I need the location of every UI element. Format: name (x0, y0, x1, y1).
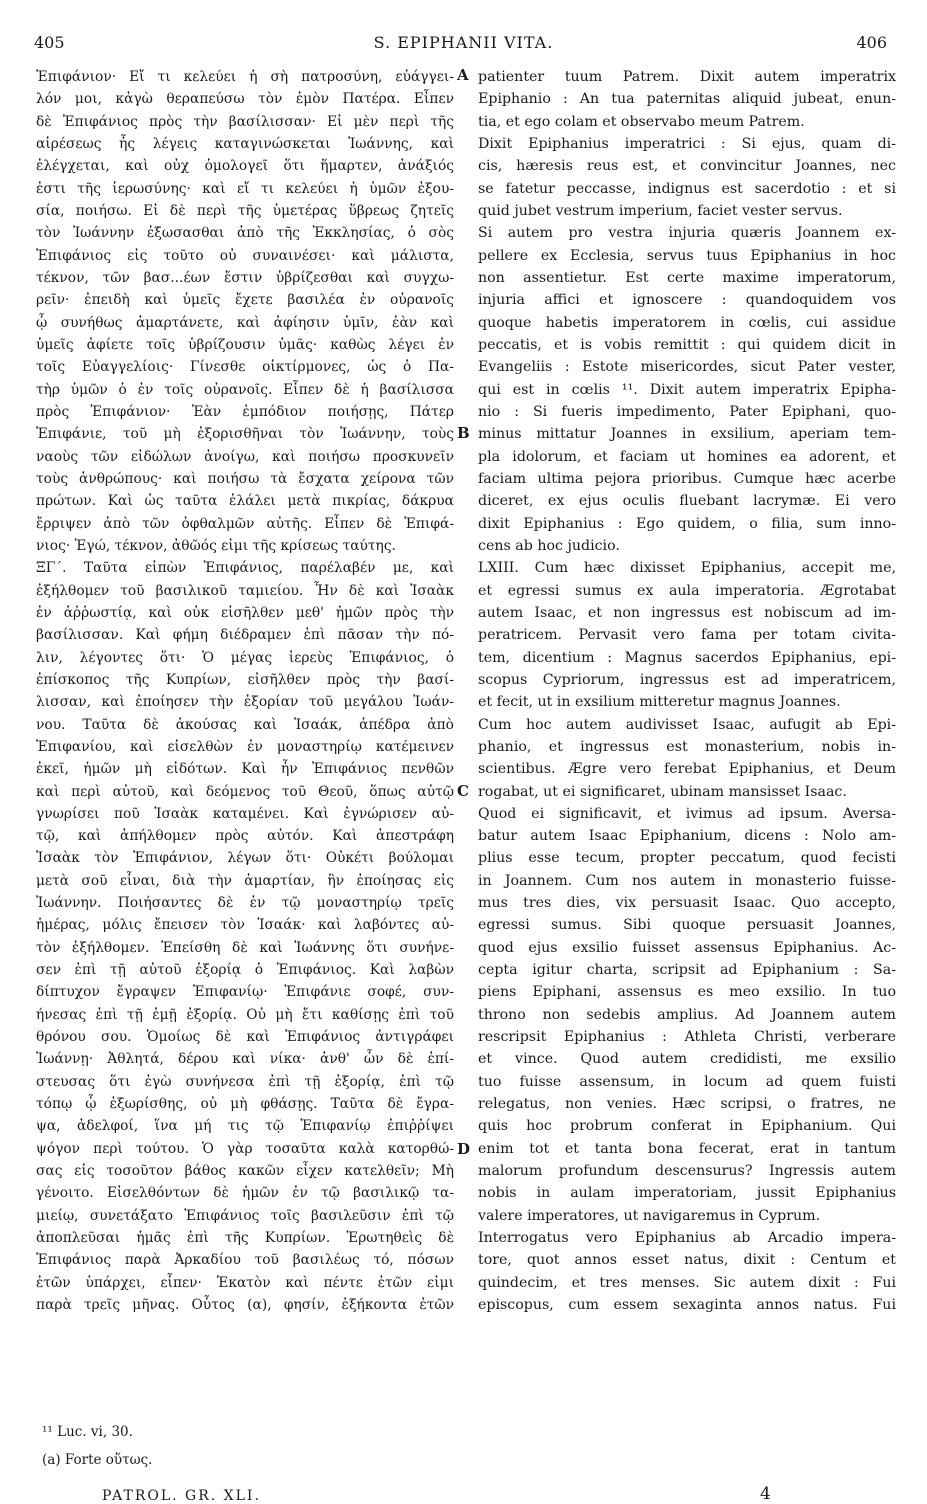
greek-text-line: Ἐπιφανίου, καὶ εἰσελθὼν ἐν μοναστηρίῳ κατέμεινεν (36, 738, 454, 755)
latin-text-line: qui est in cœlis ¹¹. Dixit autem imperatrix Epipha- (478, 381, 896, 398)
latin-text-line: rescripsit Epiphanius : Athleta Christi, verberare (478, 1029, 896, 1046)
latin-text-line: rogabat, ut ei significaret, ubinam mansisset Isaac. (478, 783, 847, 800)
latin-text-line: Evangeliis : Estote misericordes, sicut Pater vester, (478, 359, 896, 376)
page-number-left: 405 (34, 33, 65, 52)
latin-text-line: Epiphanio : An tua paternitas aliquid jubeat, enun- (478, 91, 896, 108)
latin-text-line: peratricem. Pervasit vero fama per totam civita- (478, 627, 896, 644)
latin-text-line: Si autem pro vestra injuria quæris Joannem ex- (478, 225, 896, 242)
latin-text-line: minus mittatur Joannes in exsilium, aperiam tem- (478, 426, 896, 443)
page-number-right: 406 (856, 33, 887, 52)
greek-text-line: ΞΓ΄. Ταῦτα εἰπὼν Ἐπιφάνιος, παρέλαβέν με, καὶ (36, 560, 454, 577)
greek-text-line: βασίλισσαν. Καὶ φήμη διέδραμεν ἐπὶ πᾶσαν τὴν πό- (36, 627, 454, 644)
latin-text-line: se fatetur peccasse, indignus est sacerdotio : et si (478, 180, 896, 197)
latin-text-line: tem, dicentium : Magnus sacerdos Epiphanius, epi- (478, 649, 896, 666)
margin-marker-a: A (457, 66, 469, 84)
greek-text-line: παρὰ τρεῖς μῆνας. Οὗτος (α), φησίν, ἑξήκοντα ἐτῶν (36, 1297, 454, 1314)
greek-text-line: ναοὺς τῶν εἰδώλων ἀνοίγω, καὶ ποιήσω προσκυνεῖν (36, 448, 454, 465)
latin-text-line: cepta igitur charta, scripsit ad Epiphanium : Sa- (478, 962, 896, 979)
latin-text-line: LXIII. Cum hæc dixisset Epiphanius, accepit me, (478, 560, 896, 577)
greek-text-line: τέκνον, τῶν βασ...έων ἔστιν ὑβρίζεσθαι καὶ συγχω- (36, 269, 454, 286)
margin-marker-b: B (457, 424, 470, 442)
latin-text-line: valere imperatores, ut navigaremus in Cyprum. (478, 1207, 821, 1224)
greek-text-line: λόν μοι, κἀγὼ θεραπεύσω τὸν ἐμὸν Πατέρα. Εἶπεν (36, 91, 454, 108)
greek-text-line: γένοιτο. Εἰσελθόντων δὲ ἡμῶν ἐν τῷ βασιλικῷ τα- (36, 1185, 454, 1202)
latin-text-line: et egressi sumus ex aula imperatoria. Ægrotabat (478, 582, 896, 599)
latin-text-line: egressi sumus. Sibi quoque persuasit Joannes, (478, 917, 896, 934)
greek-text-line: ἐστι τῆς ἱερωσύνης· καὶ εἴ τι κελεύει ἡ ὑμῶν ἐξου- (36, 180, 454, 197)
greek-text-line: τοὺς ἀνθρώπους· καὶ ποιήσω τὰ ἔσχατα χείρονα τῶν (36, 470, 454, 487)
latin-text-line: quis hoc probrum conferat in Epiphanium. Qui (478, 1118, 896, 1135)
latin-text-line: dixit Epiphanius : Ego quidem, o filia, sum inno- (478, 515, 896, 532)
greek-text-line: στευσας ὅτι ἐγὼ συνήνεσα ἐπὶ τῇ ἐξορίᾳ, ἐπὶ τῷ (36, 1073, 454, 1090)
greek-text-line: Ἰωάννῃ· Ἀθλητά, δέρου καὶ νίκα· ἀνθ' ὧν δὲ ἐπί- (36, 1051, 454, 1068)
latin-text-line: enim tot et tanta bona fecerat, erat in tantum (478, 1140, 896, 1157)
latin-text-line: peccatis, et is vobis remittit : qui quidem dicit in (478, 336, 896, 353)
margin-marker-c: C (457, 782, 469, 800)
latin-text-line: in Joannem. Cum nos autem in monasterio fuisse- (478, 872, 896, 889)
greek-text-line: μιείῳ, συνετάξατο Ἐπιφάνιος τοῖς βασιλεῦσιν ἐπὶ τῷ (36, 1207, 454, 1224)
latin-text-line: pellere ex Ecclesia, servus tuus Epiphanius in hoc (478, 247, 896, 264)
greek-text-column (36, 66, 454, 1316)
greek-text-line: τὴρ ὑμῶν ὁ ἐν τοῖς οὐρανοῖς. Εἶπεν δὲ ἡ βασίλισσα (36, 381, 454, 398)
latin-text-line: scientibus. Ægre vero ferebat Epiphanius, et Deum (478, 761, 896, 778)
latin-text-line: quod ejus exsilio fuisset assensus Epiphanius. Ac- (478, 939, 896, 956)
greek-text-line: τὸν Ἰωάννην ἐξωσασθαι ἀπὸ τῆς Ἐκκλησίας, ὁ σὸς (36, 225, 454, 242)
greek-text-line: ψόγον περὶ τούτου. Ὁ γὰρ τοσαῦτα καλὰ κατορθώ- (36, 1140, 454, 1157)
latin-text-line: et fecit, ut in exsilium mitteretur magnus Joannes. (478, 694, 841, 711)
running-header (0, 33, 927, 59)
greek-text-line: θρόνου σου. Ὁμοίως δὲ καὶ Ἐπιφάνιος ἀντιγράφει (36, 1029, 454, 1046)
latin-text-line: piens Epiphani, assensus es meo exsilio. In tuo (478, 984, 896, 1001)
margin-marker-d: D (457, 1140, 471, 1158)
latin-text-line: patienter tuum Patrem. Dixit autem imperatrix (478, 69, 896, 85)
greek-text-line: ήνεσας ἐπὶ τῇ ἐμῇ ἐξορίᾳ. Οὐ μὴ ἔτι καθίσῃς ἐπὶ τοῦ (36, 1006, 454, 1023)
latin-text-line: quindecim, et tres menses. Sic autem dixit : Fui (478, 1274, 896, 1291)
greek-text-line: λισσαν, καὶ ἐποίησεν τὴν ἐξορίαν τοῦ μεγάλου Ἰωάν- (36, 694, 454, 711)
latin-text-line: faciam ultima pejora prioribus. Cumque hæc acerbe (478, 470, 896, 487)
latin-text-line: plius esse tecum, propter peccatum, quod fecisti (478, 850, 896, 867)
greek-text-line: λιν, λέγοντες ὅτι· Ὁ μέγας ἱερεὺς Ἐπιφάνιος, ὁ (36, 649, 454, 666)
greek-text-line: ὑμεῖς ἀφίετε τοῖς ὑβρίζουσιν ὑμᾶς· καθὼς λέγει ἐν (36, 336, 454, 353)
greek-text-line: ἐλέγχεται, καὶ οὐχ ὁμολογεῖ ὅτι ἥμαρτεν, ἀνάξιός (36, 158, 454, 175)
greek-text-line: Ἐπιφάνιον· Εἴ τι κελεύει ἡ σὴ πατροσύνη, εὐάγγει- (36, 69, 454, 85)
greek-text-line: ἀποπλεῦσαι ἡμᾶς ἐπὶ τῆς Κυπρίων. Ἐρωτηθεὶς δὲ (36, 1230, 454, 1247)
latin-text-line: relegatus, non venies. Hæc scripsi, o fratres, ne (478, 1096, 896, 1113)
greek-text-line: σεν ἐπὶ τῇ αὐτοῦ ἐξορίᾳ ὁ Ἐπιφάνιος. Καὶ λαβὼν (36, 962, 454, 979)
greek-text-line: πρώτων. Καὶ ὡς ταῦτα ἐλάλει μετὰ πικρίας, δάκρυα (36, 493, 454, 510)
latin-text-line: nobis in aulam imperatoriam, jussit Epiphanius (478, 1185, 896, 1202)
greek-text-line: δὲ Ἐπιφάνιος πρὸς τὴν βασίλισσαν· Εἰ μὲν περὶ τῆς (36, 113, 454, 130)
greek-text-line: ἐξήλθομεν τοῦ βασιλικοῦ ταμιείου. Ἦν δὲ καὶ Ἰσαὰκ (36, 582, 454, 599)
greek-text-line: καὶ περὶ αὐτοῦ, καὶ δεόμενος τοῦ Θεοῦ, ὅπως αὐτῷ (36, 783, 454, 800)
greek-text-line: πρὸς Ἐπιφάνιον· Ἐὰν ἐμπόδιον ποιήσῃς, Πάτερ (36, 403, 454, 420)
latin-text-line: Interrogatus vero Epiphanius ab Arcadio impera- (478, 1230, 896, 1247)
greek-text-line: ἐπίσκοπος τῆς Κυπρίων, εἰσῆλθεν πρὸς τὴν βασί- (36, 671, 454, 688)
footnote-11: ¹¹ Luc. vi, 30. (42, 1424, 133, 1440)
latin-text-line: cis, hæresis reus est, et convincitur Joannes, nec (478, 158, 896, 175)
latin-text-line: Quod ei significavit, et ivimus ad ipsum. Aversa- (478, 805, 896, 822)
greek-text-line: τόπῳ ᾧ ἐξωρίσθης, οὐ μὴ φθάσῃς. Ταῦτα δὲ ἔγρα- (36, 1096, 454, 1113)
latin-text-line: scopus Cypriorum, ingressus est ad imperatricem, (478, 671, 896, 688)
greek-text-line: σας εἰς τοσοῦτον βάθος κακῶν εἶχεν κατελθεῖν; Μὴ (36, 1163, 454, 1180)
latin-text-line: phanio, et ingressus est monasterium, nobis in- (478, 738, 896, 755)
latin-text-line: throno non sedebis amplius. Ad Joannem autem (478, 1006, 896, 1023)
greek-text-line: ψα, ἀδελφοί, ἵνα μή τις τῷ Ἐπιφανίῳ ἐπιῤῥίψει (36, 1118, 454, 1135)
latin-text-line: tore, quot annos esset natus, dixit : Centum et (478, 1252, 896, 1269)
latin-text-line: tia, et ego colam et observabo meum Patrem. (478, 113, 805, 130)
running-title: S. EPIPHANII VITA. (373, 33, 554, 52)
footer-signature: PATROL. GR. XLI. (102, 1488, 261, 1504)
latin-text-line: non assentietur. Est certe maxime imperatorum, (478, 269, 896, 286)
greek-text-line: ἐκεῖ, ἡμῶν μὴ εἰδότων. Καὶ ἦν Ἐπιφάνιος πενθῶν (36, 761, 454, 778)
latin-text-line: nio : Si fueris impedimento, Pater Epiphani, quo- (478, 403, 896, 420)
latin-text-line: pla idolorum, et faciam ut homines ea adorent, et (478, 448, 896, 465)
greek-text-line: Ἰωάννην. Ποιήσαντες δὲ ἐν τῷ μοναστηρίῳ τρεῖς (36, 895, 454, 912)
greek-text-line: νιος· Ἐγώ, τέκνον, ἀθῶός εἰμι τῆς κρίσεως ταύτης. (36, 537, 396, 554)
latin-text-line: episcopus, cum essem sexaginta annos natus. Fui (478, 1297, 896, 1314)
footnote-a: (a) Forte οὕτως. (42, 1452, 153, 1468)
greek-text-line: σία, ποιήσω. Εἰ δὲ περὶ τῆς ὑμετέρας ὕβρεως ζητεῖς (36, 202, 454, 219)
latin-text-line: mus tres dies, vix persuasit Isaac. Quo accepto, (478, 895, 896, 912)
greek-text-line: τῷ, καὶ ἀπήλθομεν πρὸς αὐτόν. Καὶ ἀπεστράφη (36, 828, 454, 845)
latin-text-line: Cum hoc autem audivisset Isaac, aufugit ab Epi- (478, 716, 896, 733)
footer-quire-number: 4 (760, 1484, 771, 1504)
greek-text-line: τοῖς Εὐαγγελίοις· Γίνεσθε οἰκτίρμονες, ὡς ὁ Πα- (36, 359, 454, 376)
greek-text-line: Ἐπιφάνιε, τοῦ μὴ ἐξορισθῆναι τὸν Ἰωάννην, τοὺς (36, 426, 454, 443)
latin-text-line: cens ab hoc judicio. (478, 537, 620, 554)
latin-text-line: batur autem Isaac Epiphanium, dicens : Nolo am- (478, 828, 896, 845)
greek-text-line: τὸν ἐξήλθομεν. Ἐπείσθη δὲ καὶ Ἰωάννης ὅτι συνήνε- (36, 939, 454, 956)
greek-text-line: ἡμέρας, μόλις ἔπεισεν τὸν Ἰσαάκ· καὶ λαβόντες αὐ- (36, 917, 454, 934)
greek-text-line: Ἐπιφάνιος εἰς τοῦτο οὐ συναινέσει· καὶ μάλιστα, (36, 247, 454, 264)
latin-text-line: autem Isaac, et non ingressus est nobiscum ad im- (478, 604, 896, 621)
latin-text-line: Dixit Epiphanius imperatrici : Si ejus, quam di- (478, 135, 896, 152)
greek-text-line: νου. Ταῦτα δὲ ἀκούσας καὶ Ἰσαάκ, ἀπέδρα ἀπὸ (36, 716, 454, 733)
greek-text-line: δίπτυχον ἔγραψεν Ἐπιφανίῳ· Ἐπιφάνιε σοφέ, συν- (36, 984, 454, 1001)
latin-text-line: injuria affici et ignoscere : quandoquidem vos (478, 292, 896, 309)
latin-text-line: et vince. Quod autem credidisti, me exsilio (478, 1051, 896, 1068)
latin-text-line: quid jubet vestrum imperium, faciet vester servus. (478, 202, 843, 219)
greek-text-line: ἐτῶν ὑπάρχει, εἶπεν· Ἑκατὸν καὶ πέντε ἐτῶν εἰμι (36, 1274, 454, 1291)
greek-text-line: Ἰσαὰκ τὸν Ἐπιφάνιον, λέγων ὅτι· Οὐκέτι βούλομαι (36, 850, 454, 867)
greek-text-line: μετὰ σοῦ εἶναι, διὰ τὴν ἁμαρτίαν, ἣν ἐποίησας εἰς (36, 872, 454, 889)
greek-text-line: γνωρίσει ποῦ Ἰσαὰκ καταμένει. Καὶ ἐγνώρισεν αὐ- (36, 805, 454, 822)
greek-text-line: ἔρριψεν ἀπὸ τῶν ὀφθαλμῶν αὐτῆς. Εἶπεν δὲ Ἐπιφά- (36, 515, 454, 532)
latin-text-line: quoque habetis imperatorem in cœlis, cui assidue (478, 314, 896, 331)
greek-text-line: Ἐπιφάνιος παρὰ Ἀρκαδίου τοῦ βασιλέως τό, πόσων (36, 1252, 454, 1269)
greek-text-line: ᾧ συνήθως ἁμαρτάνετε, καὶ ἀφίησιν ὑμῖν, ἐὰν καὶ (36, 314, 454, 331)
latin-text-line: malorum profundum descensurus? Ingressis autem (478, 1163, 896, 1180)
latin-text-line: diceret, ex ejus oculis fluebant lacrymæ. Ei vero (478, 493, 896, 510)
greek-text-line: αἱρέσεως ἧς λέγεις καταγινώσκεται Ἰωάννης, καὶ (36, 135, 454, 152)
greek-text-line: ρεῖν· ἐπειδὴ καὶ ὑμεῖς ἔχετε βασιλέα ἐν οὐρανοῖς (36, 292, 454, 309)
latin-text-line: tuo fuisse assensum, in locum ad quem fuisti (478, 1073, 896, 1090)
latin-text-column (478, 66, 896, 1316)
greek-text-line: ἐν ἀῤῥωστίᾳ, καὶ οὐκ εἰσῆλθεν μεθ' ἡμῶν πρὸς τὴν (36, 604, 454, 621)
